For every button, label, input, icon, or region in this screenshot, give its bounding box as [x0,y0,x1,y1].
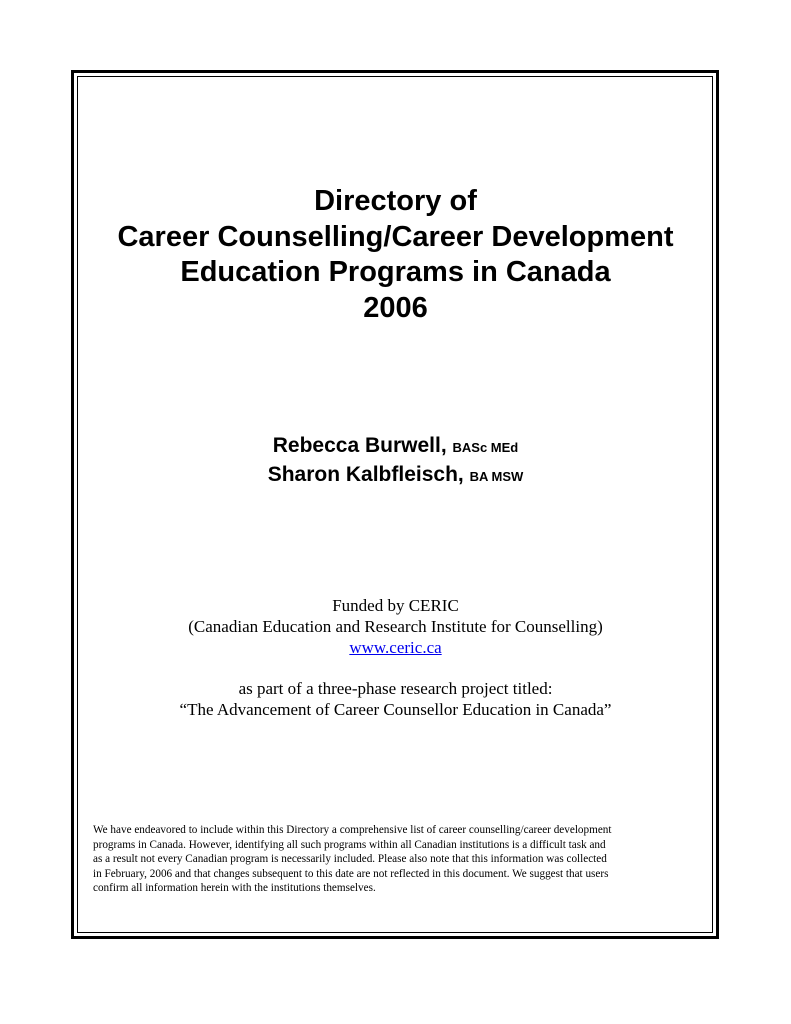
title-year: 2006 [363,291,428,324]
funding-line: Funded by CERIC [332,596,459,615]
title-line-2: Career Counselling/Career Development [117,220,674,253]
disclaimer-line-1: We have endeavored to include within this Directory a comprehensive list of career counselling/career development [93,824,612,836]
title-line-3: Education Programs in Canada [180,256,611,288]
project-block [0,678,791,720]
funding-block [0,595,791,658]
disclaimer-line-3: as a result not every Canadian program is necessarily included. Please also note that this information was collected [93,853,607,866]
disclaimer-paragraph [93,823,703,896]
title-line-1: Directory of [314,185,477,217]
document-title [0,184,791,326]
disclaimer-line-4: in February, 2006 and that changes subsequent to this date are not reflected in this document. We suggest that users [93,867,609,880]
author-1-name: Rebecca Burwell, [272,434,447,457]
funder-full-name: (Canadian Education and Research Institute for Counselling) [188,617,603,636]
disclaimer-line-5: confirm all information herein with the institutions themselves. [93,882,376,895]
ceric-website-link[interactable]: www.ceric.ca [349,638,442,657]
author-2 [0,461,791,490]
disclaimer-line-2: programs in Canada. However, identifying all such programs within all Canadian institutions is a difficult task and [93,838,606,851]
author-1-credentials: BASc MEd [452,440,519,455]
author-2-credentials: BA MSW [469,469,524,484]
project-title: “The Advancement of Career Counsellor Education in Canada” [179,700,612,719]
project-intro: as part of a three-phase research project titled: [238,679,553,698]
author-2-name: Sharon Kalbfleisch, [267,463,464,486]
author-1 [0,432,791,461]
authors-block [0,432,791,490]
